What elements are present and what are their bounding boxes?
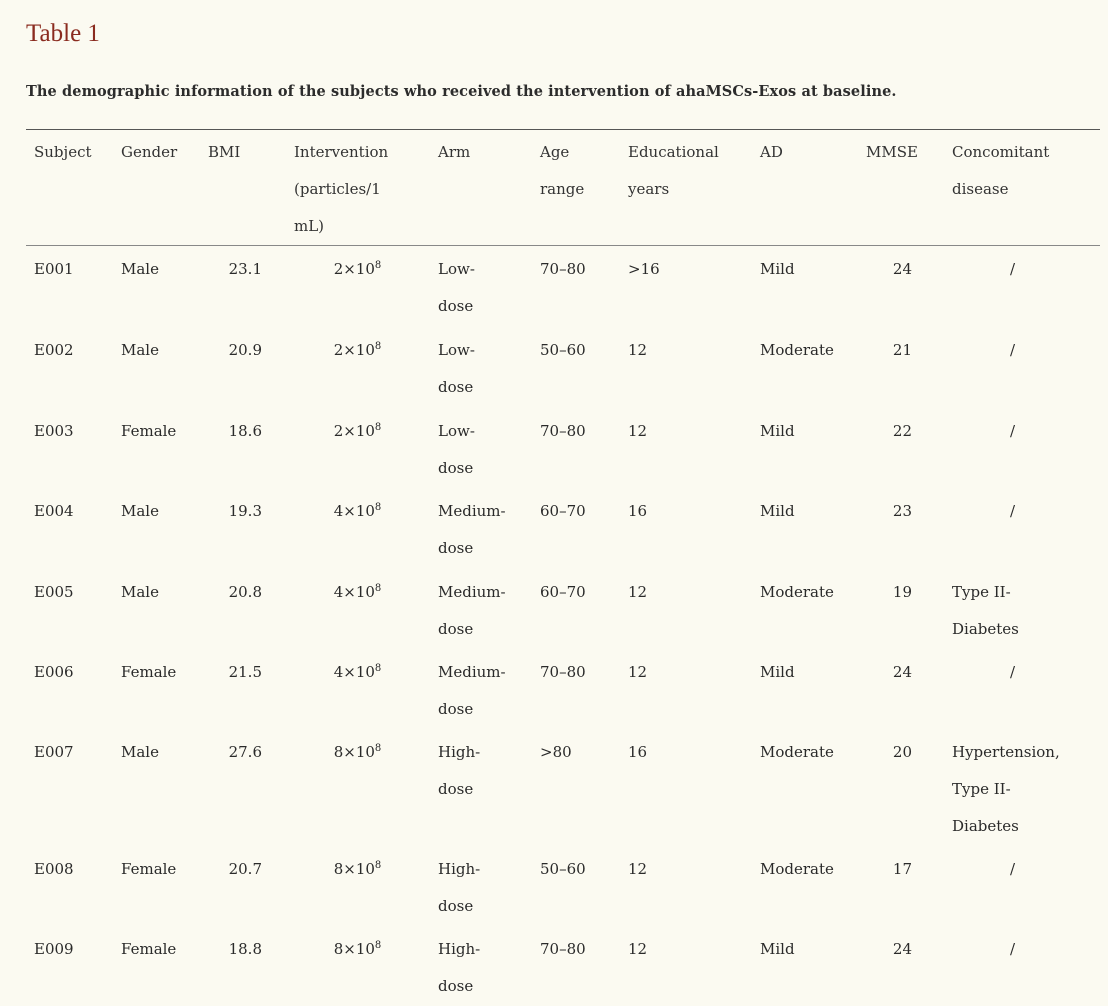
table-header-rule: [26, 245, 1100, 246]
cell-educational-years: 12: [628, 860, 648, 878]
cell-concomitant-disease: /: [1010, 422, 1016, 440]
header-ad: AD: [760, 143, 783, 161]
cell-mmse: 20: [892, 743, 912, 761]
cell-intervention: [300, 931, 415, 968]
cell-mmse: 24: [892, 260, 912, 278]
header-bmi: BMI: [208, 143, 241, 161]
cell-mmse: 17: [892, 860, 912, 878]
cell-mmse: 22: [892, 422, 912, 440]
header-educational-years: Educational years: [628, 143, 719, 198]
cell-bmi: 18.6: [228, 422, 262, 440]
cell-arm: Medium- dose: [438, 663, 506, 718]
cell-intervention: [300, 734, 415, 771]
table-title: Table 1: [26, 20, 100, 47]
cell-intervention: [300, 332, 415, 369]
cell-gender: Female: [121, 940, 177, 958]
dose-exponent: 8: [374, 860, 382, 871]
cell-concomitant-disease: /: [1010, 860, 1016, 878]
cell-arm: Low- dose: [438, 422, 475, 477]
cell-arm: Low- dose: [438, 341, 475, 396]
dose-exponent: 8: [374, 341, 382, 352]
cell-bmi: 20.8: [228, 583, 262, 601]
cell-gender: Male: [121, 583, 159, 601]
cell-age-range: 70–80: [540, 663, 586, 681]
dose-exponent: 8: [374, 502, 382, 513]
dose-coefficient: 4×10: [333, 583, 375, 601]
cell-concomitant-disease: Type II- Diabetes: [952, 583, 1019, 638]
cell-subject: E002: [34, 341, 74, 359]
cell-educational-years: 12: [628, 663, 648, 681]
cell-gender: Male: [121, 502, 159, 520]
cell-arm: High- dose: [438, 743, 481, 798]
dose-coefficient: 4×10: [333, 663, 375, 681]
cell-concomitant-disease: Hypertension, Type II- Diabetes: [952, 743, 1060, 835]
cell-mmse: 24: [892, 940, 912, 958]
cell-concomitant-disease: /: [1010, 260, 1016, 278]
cell-mmse: 24: [892, 663, 912, 681]
cell-bmi: 23.1: [228, 260, 262, 278]
cell-gender: Female: [121, 860, 177, 878]
cell-mmse: 19: [892, 583, 912, 601]
table-top-rule: [26, 129, 1100, 130]
dose-coefficient: 2×10: [333, 260, 375, 278]
cell-ad: Mild: [760, 940, 795, 958]
cell-intervention: [300, 251, 415, 288]
cell-arm: Low- dose: [438, 260, 475, 315]
cell-intervention: [300, 654, 415, 691]
header-mmse: MMSE: [866, 143, 918, 161]
cell-age-range: 70–80: [540, 260, 586, 278]
cell-concomitant-disease: /: [1010, 940, 1016, 958]
cell-arm: High- dose: [438, 860, 481, 915]
cell-educational-years: 12: [628, 341, 648, 359]
cell-ad: Moderate: [760, 341, 834, 359]
cell-concomitant-disease: /: [1010, 663, 1016, 681]
dose-coefficient: 8×10: [333, 743, 375, 761]
cell-subject: E008: [34, 860, 74, 878]
dose-exponent: 8: [374, 743, 382, 754]
dose-coefficient: 8×10: [333, 860, 375, 878]
cell-intervention: [300, 574, 415, 611]
cell-ad: Mild: [760, 502, 795, 520]
header-intervention: Intervention (particles/1 mL): [294, 143, 389, 235]
dose-exponent: 8: [374, 422, 382, 433]
header-subject: Subject: [34, 143, 92, 161]
cell-mmse: 21: [892, 341, 912, 359]
cell-intervention: [300, 413, 415, 450]
cell-age-range: 60–70: [540, 583, 586, 601]
cell-age-range: 70–80: [540, 940, 586, 958]
dose-coefficient: 8×10: [333, 940, 375, 958]
cell-bmi: 19.3: [228, 502, 262, 520]
cell-gender: Male: [121, 341, 159, 359]
cell-bmi: 21.5: [228, 663, 262, 681]
cell-age-range: 70–80: [540, 422, 586, 440]
cell-ad: Mild: [760, 260, 795, 278]
header-concomitant-disease: Concomitant disease: [952, 143, 1050, 198]
cell-educational-years: 12: [628, 940, 648, 958]
cell-concomitant-disease: /: [1010, 502, 1016, 520]
header-gender: Gender: [121, 143, 178, 161]
cell-arm: Medium- dose: [438, 502, 506, 557]
header-arm: Arm: [438, 143, 471, 161]
dose-exponent: 8: [374, 583, 382, 594]
cell-educational-years: 12: [628, 583, 648, 601]
cell-subject: E006: [34, 663, 74, 681]
cell-intervention: [300, 493, 415, 530]
cell-subject: E007: [34, 743, 74, 761]
cell-educational-years: 16: [628, 743, 648, 761]
cell-ad: Moderate: [760, 860, 834, 878]
dose-coefficient: 4×10: [333, 502, 375, 520]
cell-subject: E004: [34, 502, 74, 520]
cell-gender: Female: [121, 422, 177, 440]
cell-subject: E005: [34, 583, 74, 601]
cell-educational-years: >16: [628, 260, 660, 278]
cell-age-range: 60–70: [540, 502, 586, 520]
cell-arm: High- dose: [438, 940, 481, 995]
cell-ad: Mild: [760, 422, 795, 440]
cell-subject: E009: [34, 940, 74, 958]
cell-age-range: >80: [540, 743, 572, 761]
cell-subject: E003: [34, 422, 74, 440]
dose-exponent: 8: [374, 260, 382, 271]
header-age-range: Age range: [540, 143, 585, 198]
cell-bmi: 20.7: [228, 860, 262, 878]
dose-exponent: 8: [374, 663, 382, 674]
cell-subject: E001: [34, 260, 74, 278]
cell-mmse: 23: [892, 502, 912, 520]
dose-coefficient: 2×10: [333, 422, 375, 440]
dose-exponent: 8: [374, 940, 382, 951]
cell-gender: Male: [121, 743, 159, 761]
cell-bmi: 20.9: [228, 341, 262, 359]
cell-age-range: 50–60: [540, 341, 586, 359]
cell-bmi: 18.8: [228, 940, 262, 958]
cell-age-range: 50–60: [540, 860, 586, 878]
table-caption: The demographic information of the subjects who received the intervention of ahaMSCs-Exos at baseline.: [26, 83, 897, 100]
cell-gender: Male: [121, 260, 159, 278]
cell-arm: Medium- dose: [438, 583, 506, 638]
cell-ad: Moderate: [760, 583, 834, 601]
cell-educational-years: 12: [628, 422, 648, 440]
cell-educational-years: 16: [628, 502, 648, 520]
cell-intervention: [300, 851, 415, 888]
cell-concomitant-disease: /: [1010, 341, 1016, 359]
cell-ad: Mild: [760, 663, 795, 681]
cell-ad: Moderate: [760, 743, 834, 761]
cell-gender: Female: [121, 663, 177, 681]
cell-bmi: 27.6: [228, 743, 262, 761]
dose-coefficient: 2×10: [333, 341, 375, 359]
